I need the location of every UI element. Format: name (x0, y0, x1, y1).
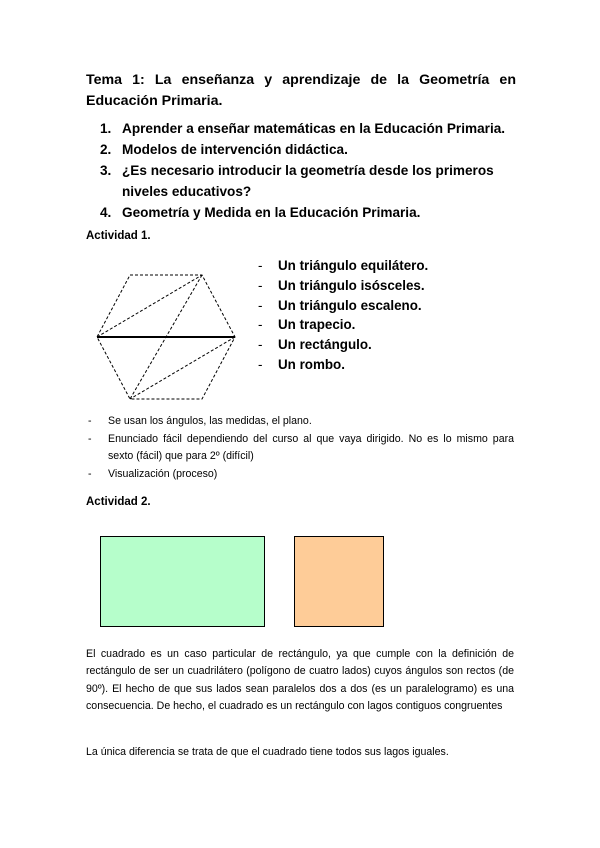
topic-text: Modelos de intervención didáctica. (122, 142, 348, 157)
topic-text: Aprender a enseñar matemáticas en la Educación Primaria. (122, 121, 506, 136)
note-item: - Enunciado fácil dependiendo del curso al que vaya dirigido. No es lo mismo para sexto (fácil) que para 2º (difícil) (88, 432, 514, 463)
hexagon-figure (96, 273, 236, 401)
hexagon-diagonal (97, 275, 202, 337)
topic-list (100, 118, 520, 223)
shape-item: - Un trapecio. (258, 317, 356, 333)
topic-number: 2. (100, 142, 112, 157)
topic-item (100, 118, 520, 139)
activity-1-label: Actividad 1. (86, 230, 151, 242)
topic-number: 4. (100, 205, 112, 220)
shape-item: - Un rectángulo. (258, 337, 372, 353)
topic-item (100, 202, 520, 223)
page-title: Tema 1: La enseñanza y aprendizaje de la Geometría en Educación Primaria. (86, 72, 516, 109)
topic-item (100, 160, 520, 202)
note-item: - Visualización (proceso) (88, 467, 218, 480)
topic-number: 3. (100, 163, 112, 178)
topic-text: ¿Es necesario introducir la geometría desde los primeros niveles educativos? (122, 163, 494, 199)
paragraph-explanation: El cuadrado es un caso particular de rectángulo, ya que cumple con la definición de rectángulo de ser un cuadrilátero (polígono de cuatro lados) cuyos ángulos son rectos (de 90º). El hecho de que sus lados sean paralelos dos a dos (es un paralelogramo) es una consecuencia. De hecho, el cuadrado es un rectángulo con lagos contiguos congruentes (86, 648, 514, 713)
activity-2-label: Actividad 2. (86, 496, 151, 508)
shape-list (258, 256, 428, 375)
shape-item: - Un triángulo isósceles. (258, 277, 425, 293)
shape-item: - Un rombo. (258, 356, 345, 372)
rectangle-shape (100, 536, 265, 627)
topic-item (100, 139, 520, 160)
hexagon-diagonal (130, 337, 235, 399)
note-item: - Se usan los ángulos, las medidas, el plano. (88, 415, 312, 427)
shape-item: - Un triángulo equilátero. (258, 258, 429, 273)
square-shape (294, 536, 384, 627)
topic-number: 1. (100, 121, 112, 136)
notes-list (86, 413, 514, 483)
paragraph-conclusion: La única diferencia se trata de que el cuadrado tiene todos sus lagos iguales. (86, 746, 449, 758)
topic-text: Geometría y Medida en la Educación Primaria. (122, 205, 421, 220)
shape-item: - Un triángulo escaleno. (258, 297, 422, 313)
